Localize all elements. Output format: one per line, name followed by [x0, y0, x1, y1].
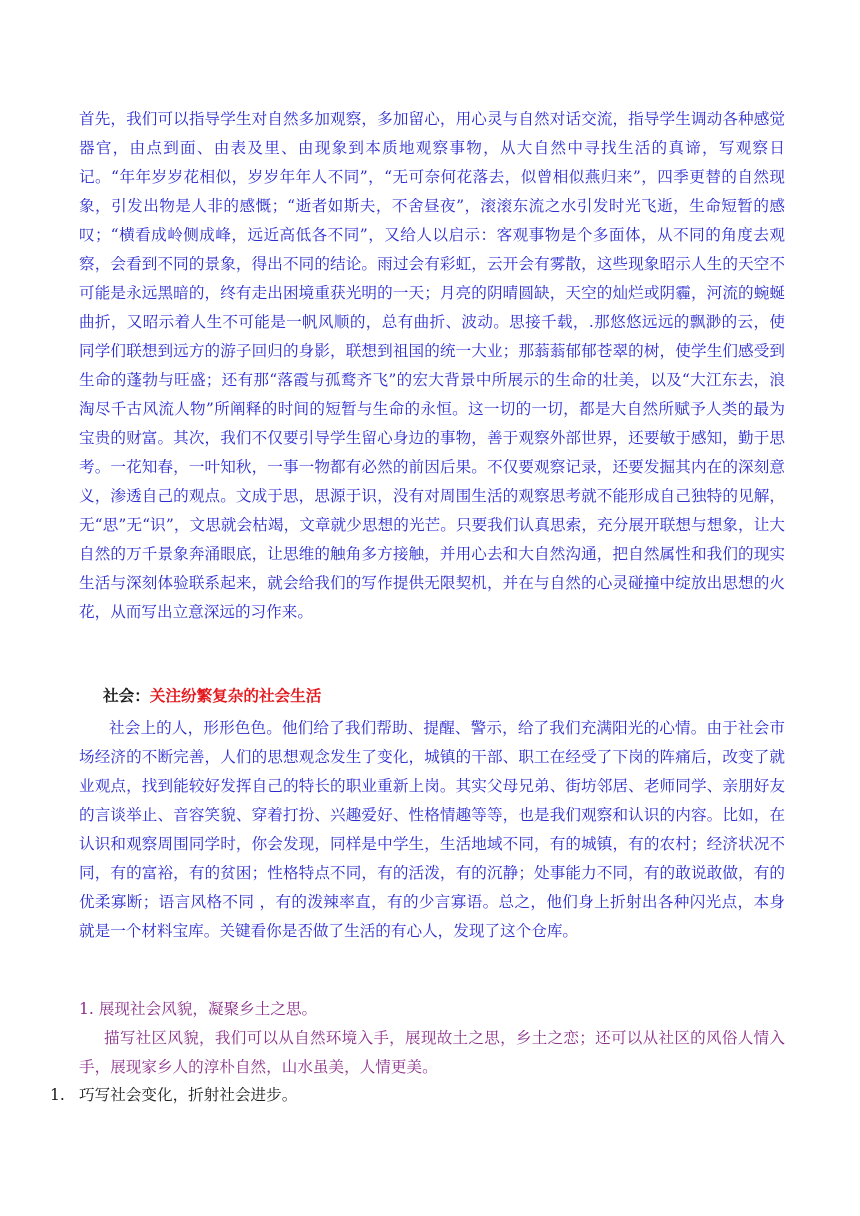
society-heading-title: 关注纷繁复杂的社会生活 [149, 686, 322, 705]
item2-number: 1. [50, 1086, 65, 1104]
item2-text: 巧写社会变化，折射社会进步。 [79, 1086, 298, 1104]
society-heading-label: 社会： [103, 686, 150, 705]
society-observation-paragraph: 社会上的人，形形色色。他们给了我们帮助、提醒、警示，给了我们充满阳光的心情。由于社会市场经济的不断完善，人们的思想观念发生了变化，城镇的干部、职工在经受了下岗的阵痛后，改变了就业观点，找到能较好发挥自己的特长的职业重新上岗。其实父母兄弟、街坊邻居、老师同学、亲朋好友的言谈举止、音容笑貌、穿着打扮、兴趣爱好、性格情趣等等，也是我们观察和认识的内容。比如，在认识和观察周围同学时，你会发现，同样是中学生，生活地域不同，有的城镇，有的农村；经济状况不同，有的富裕，有的贫困；性格特点不同，有的活泼，有的沉静；处事能力不同，有的敢说敢做，有的优柔寡断；语言风格不同 ，有的泼辣率直，有的少言寡语。总之，他们身上折射出各种闪光点，本身就是一个材料宝库。关键看你是否做了生活的有心人，发现了这个仓库。 [79, 719, 785, 940]
item2-list-entry [50, 1081, 785, 1110]
nature-observation-paragraph: 首先，我们可以指导学生对自然多加观察，多加留心，用心灵与自然对话交流，指导学生调动各种感觉器官，由点到面、由表及里、由现象到本质地观察事物，从大自然中寻找生活的真谛，写观察日记。“年年岁岁花相似，岁岁年年人不同”，“无可奈何花落去，似曾相似燕归来”，四季更替的自然现象，引发出物是人非的感慨；“逝者如斯夫，不舍昼夜”，滚滚东流之水引发时光飞逝，生命短暂的感叹；“横看成岭侧成峰，远近高低各不同”，又给人以启示：客观事物是个多面体，从不同的角度去观察，会看到不同的景象，得出不同的结论。雨过会有彩虹，云开会有雾散，这些现象昭示人生的天空不可能是永远黑暗的，终有走出困境重获光明的一天；月亮的阴晴圆缺，天空的灿烂或阴霾，河流的蜿蜒曲折，又昭示着人生不可能是一帆风顺的，总有曲折、波动。思接千载，.那悠悠远远的飘渺的云，使同学们联想到远方的游子回归的身影，联想到祖国的统一大业；那蓊蓊郁郁苍翠的树，使学生们感受到生命的蓬勃与旺盛；还有那“落霞与孤鹜齐飞”的宏大背景中所展示的生命的壮美，以及“大江东去，浪淘尽千古风流人物”所阐释的时间的短暂与生命的永恒。这一切的一切，都是大自然所赋予人类的最为宝贵的财富。其次，我们不仅要引导学生留心身边的事物，善于观察外部世界，还要敏于感知，勤于思考。一花知春，一叶知秋，一事一物都有必然的前因后果。不仅要观察记录，还要发掘其内在的深刻意义，渗透自己的观点。文成于思，思源于识，没有对周围生活的观察思考就不能形成自己独特的见解，无“思”无“识”，文思就会枯竭，文章就少思想的光芒。只要我们认真思索，充分展开联想与想象，让大自然的万千景象奔涌眼底，让思维的触角多方接触，并用心去和大自然沟通，把自然属性和我们的现实生活与深刻体验联系起来，就会给我们的写作提供无限契机，并在与自然的心灵碰撞中绽放出思想的火花，从而写出立意深远的习作来。 [79, 110, 785, 621]
item1-title: 1. 展现社会风貌，凝聚乡土之思。 [79, 1000, 318, 1018]
item1-body-paragraph: 描写社区风貌，我们可以从自然环境入手，展现故土之思，乡土之恋；还可以从社区的风俗人情入手，展现家乡人的淳朴自然，山水虽美，人情更美。 [79, 1029, 785, 1076]
society-section-heading [103, 681, 809, 711]
